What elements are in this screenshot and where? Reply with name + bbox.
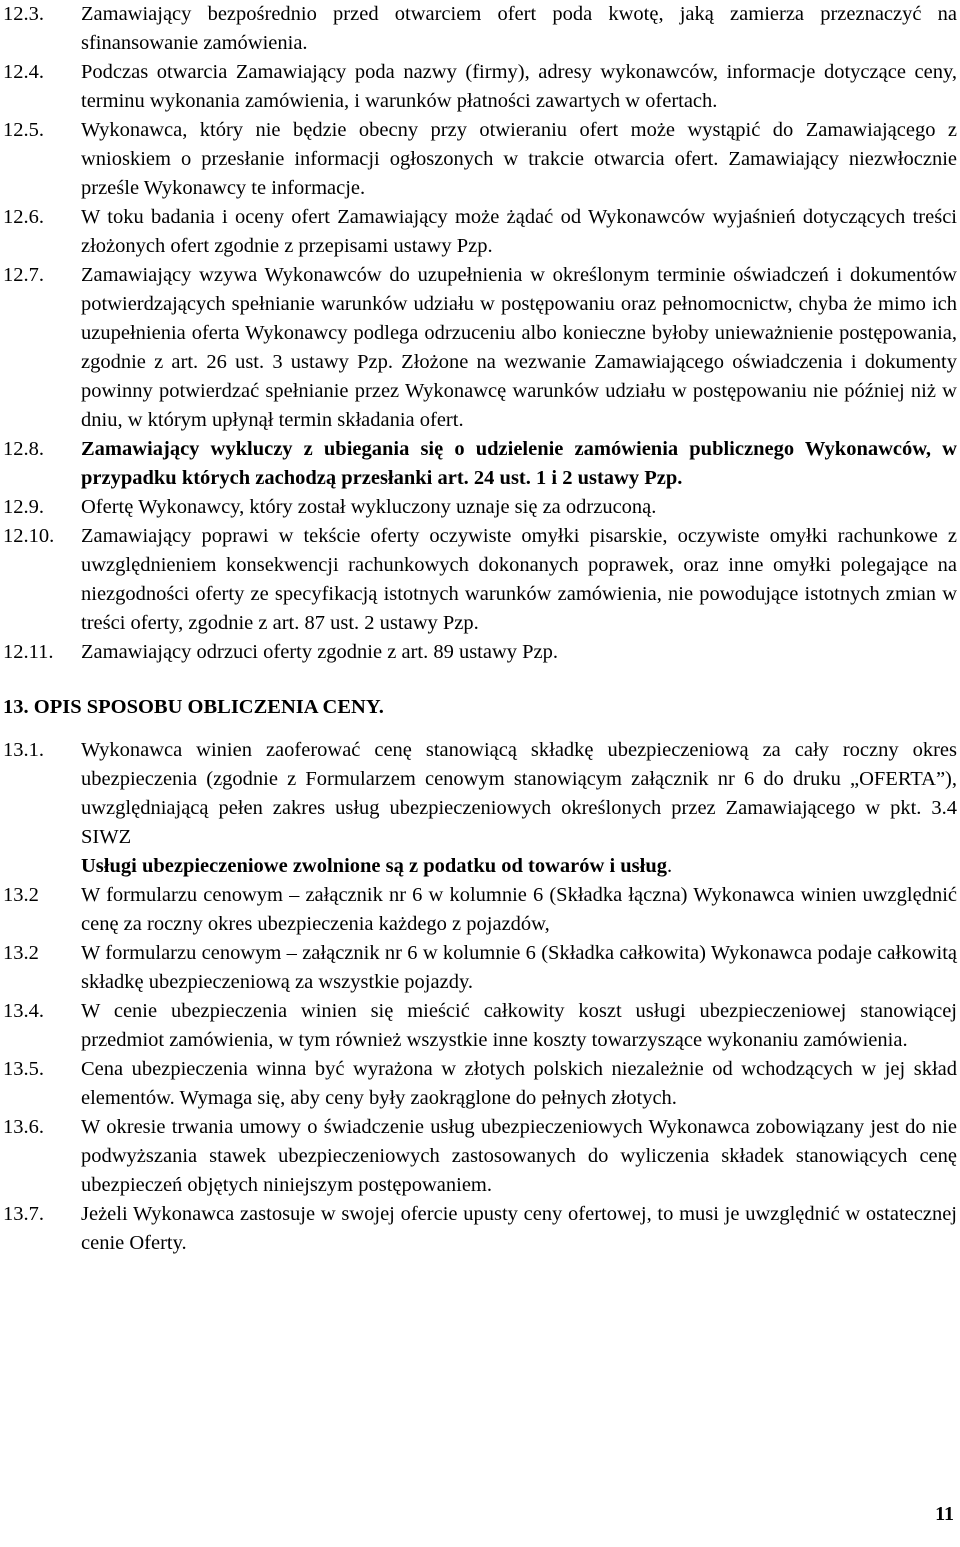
clause-text: Ofertę Wykonawcy, który został wykluczony uznaje się za odrzuconą. (81, 496, 657, 518)
clause-number: 12.9. (3, 496, 44, 518)
clause-text: Cena ubezpieczenia winna być wyrażona w złotych polskich niezależnie od wchodzących w jej skład elementów. Wymaga się, aby ceny były zaokrąglone do pełnych złotych. (81, 1058, 957, 1109)
clause-12-8 (0, 435, 960, 493)
clause-number: 12.10. (3, 525, 55, 547)
clause-number: 13.2 (3, 884, 39, 906)
clause-12-6 (0, 203, 960, 261)
clause-12-5 (0, 116, 960, 203)
clause-text: Wykonawca, który nie będzie obecny przy otwieraniu ofert może wystąpić do Zamawiającego z wnioskiem o przesłanie informacji ogłoszonych w trakcie otwarcia ofert. Zamawiający niezwłocznie prześle Wykonawcy te informacje. (81, 119, 957, 199)
clause-text: Zamawiający odrzuci oferty zgodnie z art. 89 ustawy Pzp. (81, 641, 559, 663)
clause-number: 13.2 (3, 942, 39, 964)
clause-13-1 (0, 736, 960, 881)
clause-13-2b (0, 939, 960, 997)
clause-text: W okresie trwania umowy o świadczenie usług ubezpieczeniowych Wykonawca zobowiązany jest do nie podwyższania stawek ubezpieczeniowych zastosowanych do wyliczenia składek stanowiących cenę ubezpieczeń objętych niniejszym postępowaniem. (81, 1116, 957, 1196)
clause-number: 13.4. (3, 1000, 44, 1022)
clause-number: 12.11. (3, 641, 54, 663)
clause-number: 12.3. (3, 3, 44, 25)
clause-13-4 (0, 997, 960, 1055)
clause-number: 12.8. (3, 438, 44, 460)
clause-number: 13.5. (3, 1058, 44, 1080)
page-number: 11 (935, 1503, 954, 1525)
clause-12-7 (0, 261, 960, 435)
clause-number: 12.5. (3, 119, 44, 141)
clause-text: W formularzu cenowym – załącznik nr 6 w kolumnie 6 (Składka całkowita) Wykonawca podaje całkowitą składkę ubezpieczeniową za wszystkie pojazdy. (81, 942, 957, 993)
section-heading: 13. OPIS SPOSOBU OBLICZENIA CENY. (3, 696, 384, 718)
clause-number: 13.7. (3, 1203, 44, 1225)
clause-text: W cenie ubezpieczenia winien się mieścić całkowity koszt usługi ubezpieczeniowej stanowiącej przedmiot zamówienia, w tym również wszystkie inne koszty towarzyszące wykonaniu zamówienia. (81, 1000, 957, 1051)
tax-exemption-period: . (667, 855, 673, 877)
clause-number: 13.6. (3, 1116, 44, 1138)
clause-12-4 (0, 58, 960, 116)
clause-13-6 (0, 1113, 960, 1200)
clause-body (81, 736, 960, 881)
clause-text: W formularzu cenowym – załącznik nr 6 w kolumnie 6 (Składka łączna) Wykonawca winien uwzględnić cenę za roczny okres ubezpieczenia każdego z pojazdów, (81, 884, 957, 935)
clause-12-3 (0, 0, 960, 58)
clause-13-2a (0, 881, 960, 939)
clause-number: 13.1. (3, 739, 44, 761)
clause-text: Zamawiający wzywa Wykonawców do uzupełnienia w określonym terminie oświadczeń i dokumentów potwierdzających spełnianie warunków udziału w postępowaniu oraz pełnomocnictw, chyba że mimo ich uzupełnienia oferta Wykonawcy podlega odrzuceniu albo konieczne byłoby unieważnienie postępowania, zgodnie z art. 26 ust. 3 ustawy Pzp. Złożone na wezwanie Zamawiającego oświadczenia i dokumenty powinny potwierdzać spełnianie przez Wykonawcę warunków udziału w postępowaniu nie później niż w dniu, w którym upłynął termin składania ofert. (81, 264, 957, 431)
clause-text-bold: Zamawiający wykluczy z ubiegania się o udzielenie zamówienia publicznego Wykonawców, w przypadku których zachodzą przesłanki art. 24 ust. 1 i 2 ustawy Pzp. (81, 438, 957, 489)
clause-12-11 (0, 638, 960, 667)
clause-text: Wykonawca winien zaoferować cenę stanowiącą składkę ubezpieczeniową za cały roczny okres ubezpieczenia (zgodnie z Formularzem cenowym stanowiącym załącznik nr 6 do druku „OFERTA”), uwzględniającą pełen zakres usług ubezpieczeniowych określonych przez Zamawiającego w pkt. 3.4 SIWZ (81, 739, 957, 848)
clause-text: W toku badania i oceny ofert Zamawiający może żądać od Wykonawców wyjaśnień dotyczących treści złożonych ofert zgodnie z przepisami ustawy Pzp. (81, 206, 957, 257)
clause-number: 12.6. (3, 206, 44, 228)
clause-text: Podczas otwarcia Zamawiający poda nazwy (firmy), adresy wykonawców, informacje dotyczące ceny, terminu wykonania zamówienia, i warunków płatności zawartych w ofertach. (81, 61, 957, 112)
clause-number: 12.4. (3, 61, 44, 83)
clause-text: Zamawiający poprawi w tekście oferty oczywiste omyłki pisarskie, oczywiste omyłki rachunkowe z uwzględnieniem konsekwencji rachunkowych dokonanych poprawek, oraz inne omyłki polegające na niezgodności oferty ze specyfikacją istotnych warunków zamówienia, nie powodujące istotnych zmian w treści oferty, zgodnie z art. 87 ust. 2 ustawy Pzp. (81, 525, 957, 634)
clause-12-9 (0, 493, 960, 522)
clause-text: Jeżeli Wykonawca zastosuje w swojej ofercie upusty ceny ofertowej, to musi je uwzględnić w ostatecznej cenie Oferty. (81, 1203, 957, 1254)
tax-exemption-note: Usługi ubezpieczeniowe zwolnione są z podatku od towarów i usług (81, 855, 668, 877)
clause-13-7 (0, 1200, 960, 1258)
clause-12-10 (0, 522, 960, 638)
clause-number: 12.7. (3, 264, 44, 286)
clause-text: Zamawiający bezpośrednio przed otwarciem ofert poda kwotę, jaką zamierza przeznaczyć na sfinansowanie zamówienia. (81, 3, 957, 54)
clause-13-5 (0, 1055, 960, 1113)
